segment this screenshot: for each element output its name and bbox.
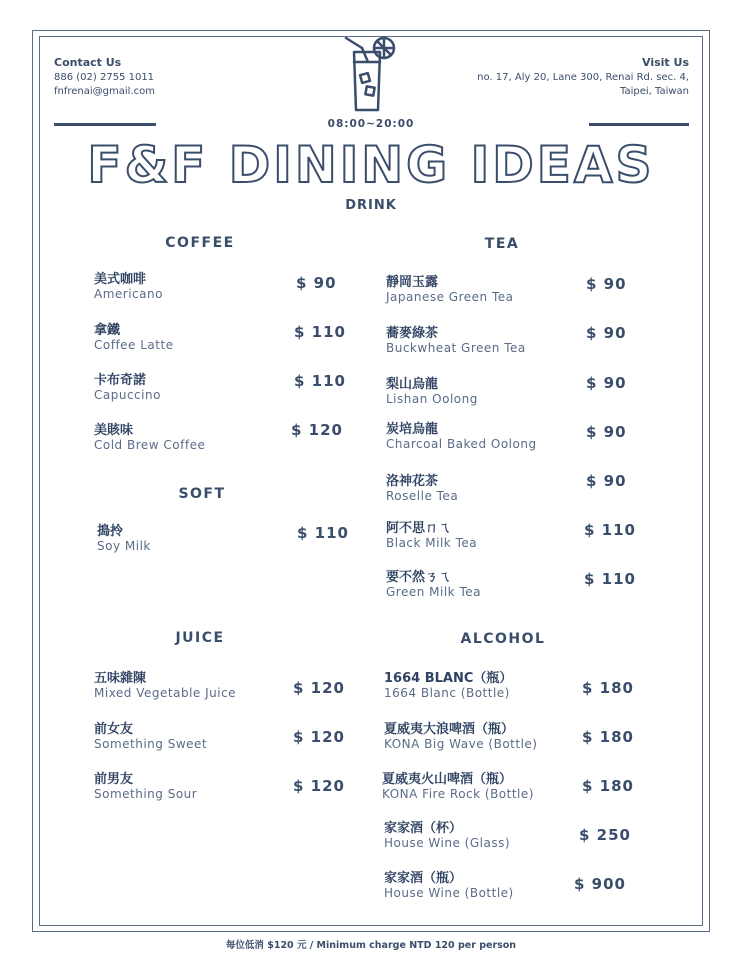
item-name-zh: 五味雜陳	[94, 671, 147, 686]
item-name-zh: 梨山烏龍	[386, 377, 439, 392]
item-price: $ 120	[293, 728, 345, 746]
item-name-en: Green Milk Tea	[386, 585, 481, 599]
item-price: $ 90	[296, 274, 337, 292]
item-price: $ 90	[586, 472, 627, 490]
item-name-en: 1664 Blanc (Bottle)	[384, 686, 510, 700]
menu-item-lishan-oolong	[386, 373, 478, 406]
menu-item-green-milk-tea	[386, 566, 481, 599]
menu-item-house-wine-glass	[384, 817, 510, 850]
item-price: $ 120	[293, 777, 345, 795]
iced-drink-icon	[340, 34, 402, 114]
item-price: $ 120	[291, 421, 343, 439]
soft-heading: SOFT	[178, 486, 226, 502]
item-name-en: Coffee Latte	[94, 338, 174, 352]
item-name-zh: 要不然ㄋㄟ	[386, 570, 452, 585]
juice-heading: JUICE	[175, 630, 225, 646]
item-name-en: Buckwheat Green Tea	[386, 341, 526, 355]
item-price: $ 110	[294, 323, 346, 341]
item-name-en: Cold Brew Coffee	[94, 438, 206, 452]
menu-item-americano	[94, 268, 163, 301]
minimum-charge-note: 每位低消 $120 元 / Minimum charge NTD 120 per person	[225, 940, 517, 951]
menu-item-capuccino	[94, 369, 161, 402]
item-name-en: Japanese Green Tea	[386, 290, 514, 304]
item-name-zh: 前男友	[94, 772, 134, 787]
menu-item-something-sour	[94, 768, 197, 801]
contact-heading: Contact Us	[54, 56, 122, 69]
menu-item-roselle-tea	[386, 470, 458, 503]
page-title: F&F DINING IDEAS	[87, 136, 655, 194]
visit-heading: Visit Us	[642, 56, 689, 69]
item-name-zh: 夏威夷火山啤酒（瓶）	[382, 772, 513, 787]
item-name-en: Something Sweet	[94, 737, 208, 751]
item-name-zh: 前女友	[94, 722, 134, 737]
item-name-zh: 家家酒（杯）	[384, 821, 463, 836]
menu-item-buckwheat-green-tea	[386, 322, 526, 355]
item-name-en: Roselle Tea	[386, 489, 459, 503]
item-name-zh: 搗拎	[97, 524, 124, 539]
item-name-zh: 阿不思ㄇㄟ	[386, 521, 452, 536]
menu-item-black-milk-tea	[386, 517, 477, 550]
coffee-heading: COFFEE	[165, 235, 235, 251]
item-name-en: Capuccino	[94, 388, 161, 402]
item-name-en: Soy Milk	[97, 539, 151, 553]
item-name-zh: 炭培烏龍	[386, 422, 439, 437]
item-price: $ 110	[294, 372, 346, 390]
item-name-en: Mixed Vegetable Juice	[94, 686, 237, 700]
item-name-zh: 靜岡玉露	[386, 275, 439, 290]
item-name-zh: 美賅味	[94, 423, 134, 438]
tea-heading: TEA	[484, 236, 520, 252]
menu-item-1664-blanc	[384, 667, 512, 700]
menu-item-japanese-green-tea	[386, 271, 513, 304]
item-price: $ 110	[584, 521, 636, 539]
visit-block	[477, 56, 689, 99]
menu-item-charcoal-oolong	[386, 418, 537, 451]
item-name-zh: 家家酒（瓶）	[384, 871, 463, 886]
item-name-zh: 夏威夷大浪啤酒（瓶）	[384, 722, 515, 737]
item-price: $ 90	[586, 374, 627, 392]
item-name-en: Charcoal Baked Oolong	[386, 437, 537, 451]
menu-item-latte	[94, 319, 174, 352]
contact-email: fnfrenai@gmail.com	[54, 86, 155, 97]
item-price: $ 120	[293, 679, 345, 697]
item-name-en: House Wine (Glass)	[384, 836, 511, 850]
menu-item-mixed-vegetable-juice	[94, 667, 236, 700]
contact-phone: 886 (02) 2755 1011	[54, 72, 155, 83]
item-name-en: House Wine (Bottle)	[384, 886, 514, 900]
menu-item-cold-brew	[94, 419, 205, 452]
alcohol-heading: ALCOHOL	[460, 631, 546, 647]
menu-item-kona-big-wave	[384, 718, 537, 751]
item-price: $ 900	[574, 875, 626, 893]
item-name-en: KONA Fire Rock (Bottle)	[382, 787, 534, 801]
item-price: $ 180	[582, 728, 634, 746]
menu-item-something-sweet	[94, 718, 207, 751]
item-name-en: KONA Big Wave (Bottle)	[384, 737, 538, 751]
item-price: $ 180	[582, 679, 634, 697]
item-name-zh: 卡布奇諾	[94, 373, 147, 388]
item-name-en: Americano	[94, 287, 163, 301]
item-name-zh: 蕎麥綠茶	[386, 326, 439, 341]
item-name-zh: 1664 BLANC（瓶）	[384, 671, 513, 686]
item-price: $ 250	[579, 826, 631, 844]
item-name-zh: 拿鐵	[94, 323, 121, 338]
item-name-zh: 洛神花茶	[386, 474, 439, 489]
menu-item-soy-milk	[97, 520, 151, 553]
page-subtitle: DRINK	[345, 198, 397, 213]
item-name-en: Black Milk Tea	[386, 536, 478, 550]
menu-item-house-wine-bottle	[384, 867, 514, 900]
item-name-zh: 美式咖啡	[94, 272, 147, 287]
item-price: $ 90	[586, 423, 627, 441]
visit-address-line1: no. 17, Aly 20, Lane 300, Renai Rd. sec. 4,	[477, 72, 689, 83]
item-name-en: Lishan Oolong	[386, 392, 478, 406]
item-price: $ 90	[586, 324, 627, 342]
visit-address-line2: Taipei, Taiwan	[620, 86, 689, 97]
item-price: $ 180	[582, 777, 634, 795]
item-price: $ 110	[297, 524, 349, 542]
item-price: $ 90	[586, 275, 627, 293]
opening-hours: 08:00~20:00	[327, 118, 415, 130]
menu-item-kona-fire-rock	[382, 768, 534, 801]
item-price: $ 110	[584, 570, 636, 588]
contact-block	[54, 56, 155, 99]
item-name-en: Something Sour	[94, 787, 198, 801]
